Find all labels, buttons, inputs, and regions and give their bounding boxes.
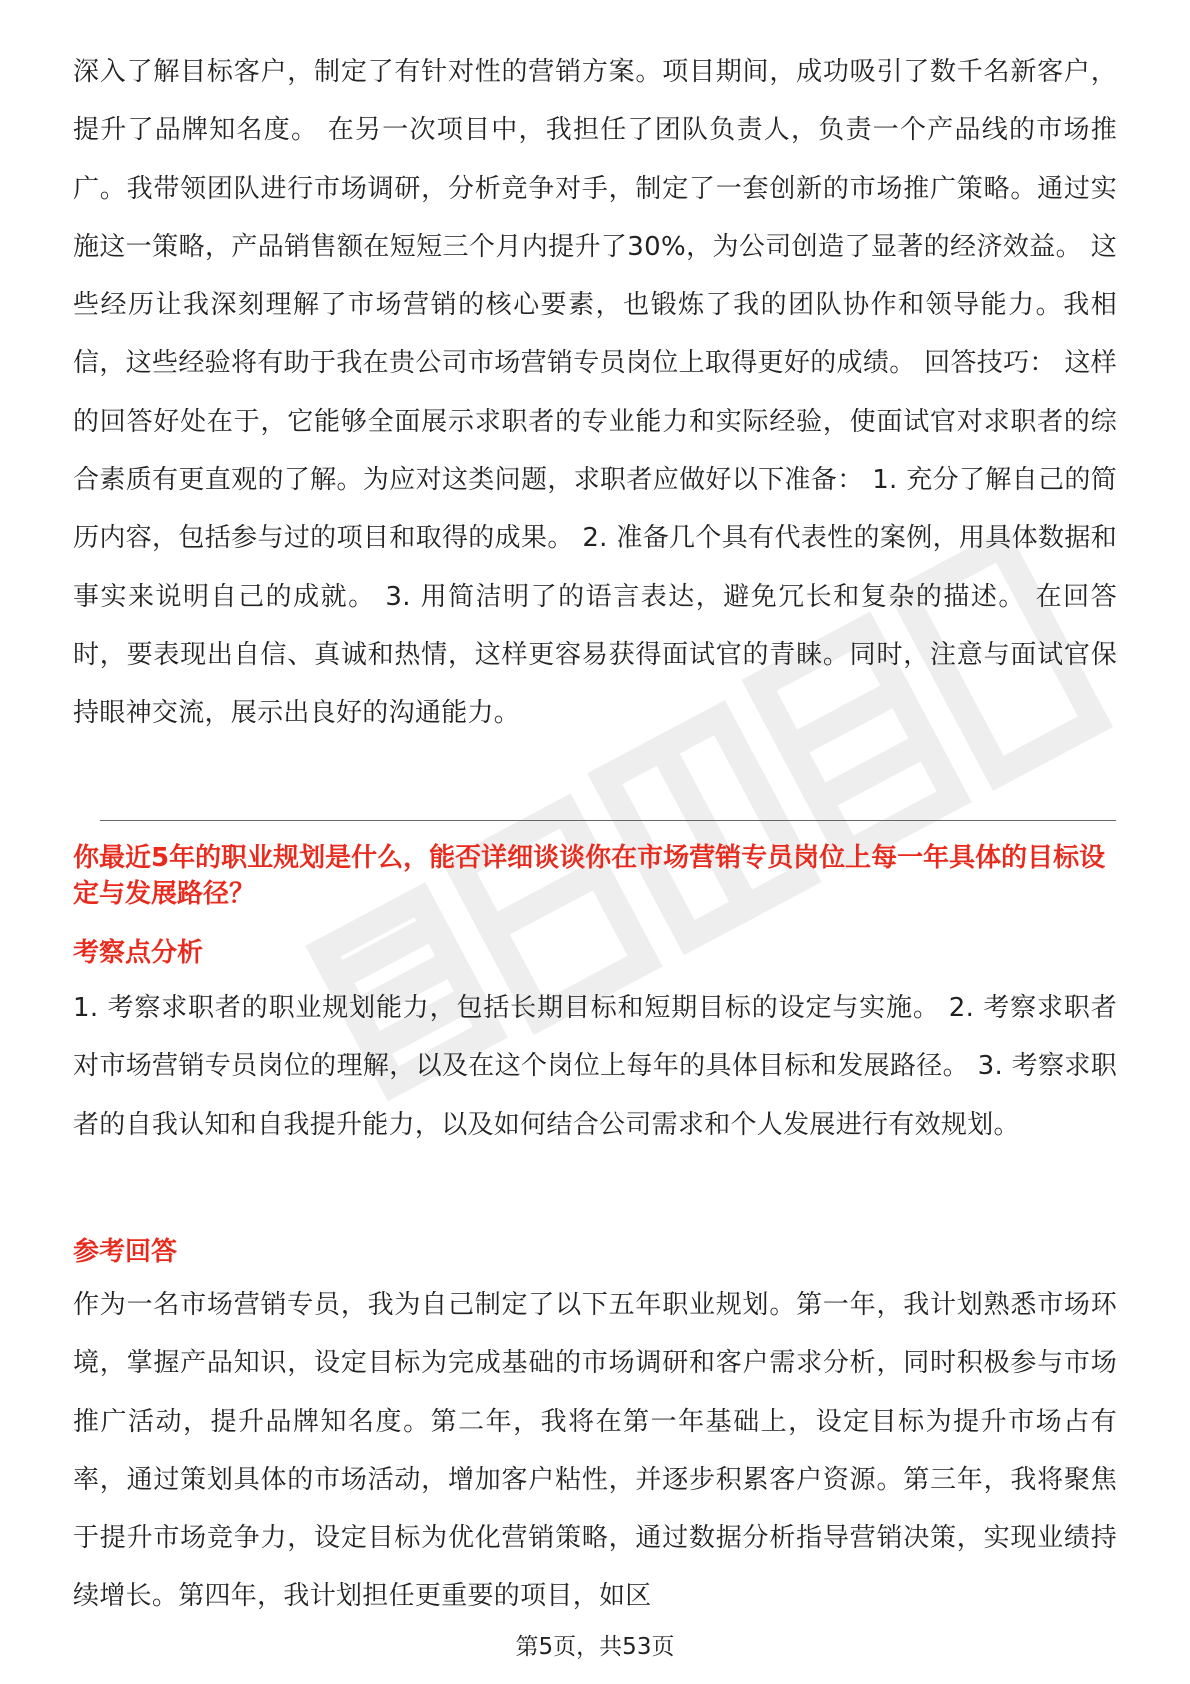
analysis-heading: 考察点分析 <box>73 938 204 968</box>
section-divider <box>100 820 1116 821</box>
intro-paragraph: 深入了解目标客户，制定了有针对性的营销方案。项目期间，成功吸引了数千名新客户，提升了品牌知名度。 在另一次项目中，我担任了团队负责人，负责一个产品线的市场推广。我带领团队进行市场调研，分析竞争对手，制定了一套创新的市场推广策略。通过实施这一策略，产品销售额在短短三个月内提升了30%，为公司创造了显著的经济效益。 这些经历让我深刻理解了市场营销的核心要素，也锻炼了我的团队协作和领导能力。我相信，这些经验将有助于我在贵公司市场营销专员岗位上取得更好的成绩。 回答技巧： 这样的回答好处在于，它能够全面展示求职者的专业能力和实际经验，使面试官对求职者的综合素质有更直观的了解。为应对这类问题，求职者应做好以下准备： 1. 充分了解自己的简历内容，包括参与过的项目和取得的成果。 2. 准备几个具有代表性的案例，用具体数据和事实来说明自己的成就。 3. 用简洁明了的语言表达，避免冗长和复杂的描述。 在回答时，要表现出自信、真诚和热情，这样更容易获得面试官的青睐。同时，注意与面试官保持眼神交流，展示出良好的沟通能力。 <box>73 57 1117 729</box>
page-number-footer: 第5页，共53页 <box>515 1634 675 1660</box>
analysis-paragraph: 1. 考察求职者的职业规划能力，包括长期目标和短期目标的设定与实施。 2. 考察求职者对市场营销专员岗位的理解，以及在这个岗位上每年的具体目标和发展路径。 3. 考察求职者的自我认知和自我提升能力，以及如何结合公司需求和个人发展进行有效规划。 <box>73 993 1117 1140</box>
question-title: 你最近5年的职业规划是什么，能否详细谈谈你在市场营销专员岗位上每一年具体的目标设定与发展路径？ <box>73 843 1106 909</box>
answer-heading: 参考回答 <box>73 1237 178 1267</box>
answer-paragraph: 作为一名市场营销专员，我为自己制定了以下五年职业规划。第一年，我计划熟悉市场环境，掌握产品知识，设定目标为完成基础的市场调研和客户需求分析，同时积极参与市场推广活动，提升品牌知名度。第二年，我将在第一年基础上，设定目标为提升市场占有率，通过策划具体的市场活动，增加客户粘性，并逐步积累客户资源。第三年，我将聚焦于提升市场竞争力，设定目标为优化营销策略，通过数据分析指导营销决策，实现业绩持续增长。第四年，我计划担任更重要的项目，如区 <box>73 1290 1117 1612</box>
